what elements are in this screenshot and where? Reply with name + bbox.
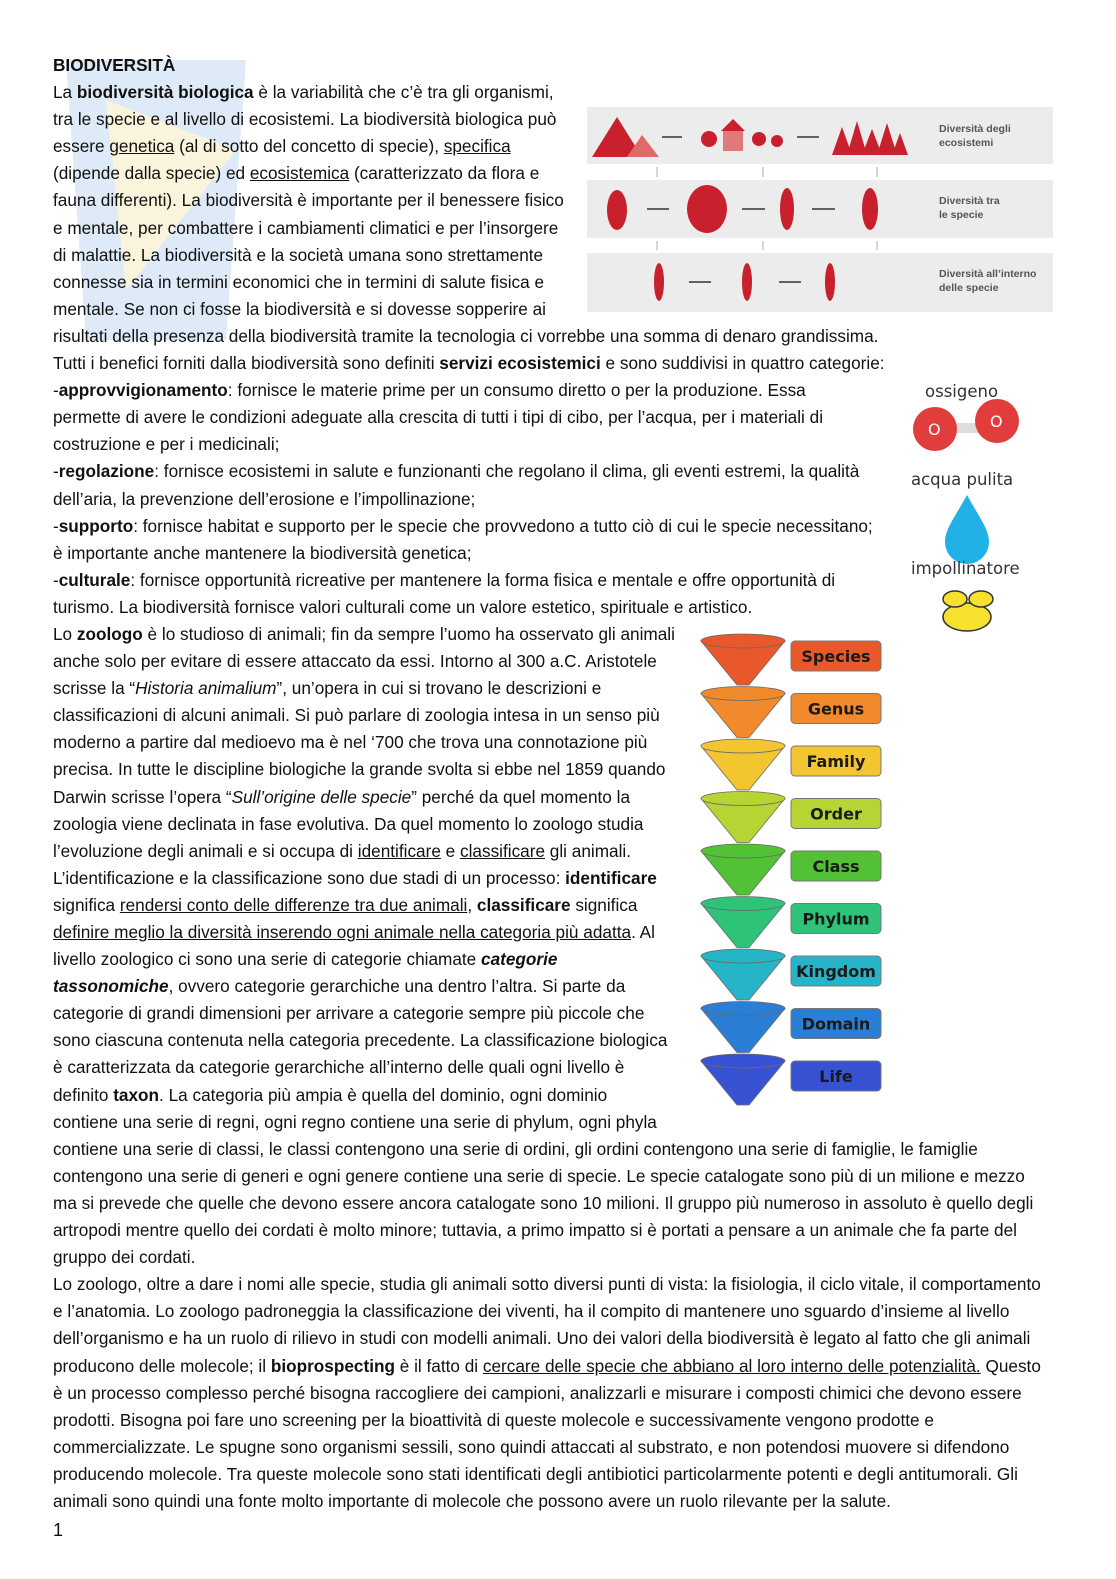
ecosystem-diversity-figure [587,107,1053,312]
taxon-level-species [701,634,881,685]
paragraph-services: Tutti i benefici forniti dalla biodiversità sono definiti servizi ecosistemici e sono suddivisi in quattro categorie: [53,353,885,374]
service-regolazione: -regolazione: fornisce ecosistemi in salute e funzionanti che regolano il clima, gli eventi estremi, la qualità dell’aria, la prevenzione dell’erosione e l’impollinazione; [53,461,860,509]
eco-label-row3b: delle specie [939,282,999,295]
taxon-level-class [701,844,881,895]
paragraph-zoologo: Lo zoologo è lo studioso di animali; fin da sempre l’uomo ha osservato gli animali anche solo per evitare di essere attaccato da essi. Intorno al 300 a.C. Aristotele scrisse la “Historia animalium”, un’opera in cui si trovano le descrizioni e classificazioni di alcuni animali. Si può parlare di zoologia intesa in un senso più moderno a partire dal medioevo ma è nel ‘700 che trova una connotazione più precisa. In tutte le discipline biologiche la grande svolta si ebbe nel 1859 quando Darwin scrisse l’opera “Sull’origine delle specie” perché da quel momento la zoologia viene declinata in fase evolutiva. Da quel momento lo zoologo studia l’evoluzione degli animali e si occupa di identificare e classificare gli animali. L’identificazione e la classificazione sono due stadi di un processo: identificare significa rendersi conto delle differenze tra due animali, classificare significa definire meglio la diversità inserendo ogni animale nella categoria più adatta. Al livello zoologico ci sono una serie di categorie chiamate categorie tassonomiche, ovvero categorie gerarchiche una dentro l’altra. Si parte da categorie di grandi dimensioni per arrivare a categorie sempre più piccole che sono ciascuna contenuta nella categoria precedente. La classificazione biologica è caratterizzata da categorie gerarchiche all’interno delle quali ogni livello è definito taxon. La categoria più ampia è quella del dominio, ogni dominio contiene una serie di regni, ogni regno contiene una serie di phylum, ogni phyla contiene una serie di classi, le classi contengono una serie di ordini, gli ordini contengono una serie di famiglie, le famiglie contengono una serie di generi e ogni genere contiene una serie di specie. Le specie catalogate sono più di un milione e mezzo ma si prevede che quelle che devono essere ancora catalogate sono 10 milioni. Il gruppo più numeroso in assoluto è quello degli artropodi mentre quello dei cordati è molto minore; tuttavia, a primo impatto si è portati a pensare a un animale che fa parte del gruppo dei cordati. [53,623,1034,1268]
document-body [53,52,1053,1515]
taxon-level-genus [701,686,881,737]
taxon-label: Family [806,751,866,771]
bee-icon [943,591,993,631]
eco-label-row1: Diversità degli [939,123,1011,136]
taxonomy-hierarchy-figure [695,629,885,1112]
taxon-level-kingdom [701,949,881,1000]
eco-label-row2b: le specie [939,209,984,222]
oxygen-label: ossigeno [925,382,999,402]
paragraph-intro: La biodiversità biologica è la variabilità che c’è tra gli organismi, tra le specie e al livello di ecosistemi. La biodiversità biologica può essere genetica (al di sotto del concetto di specie), specifica (dipende dalla specie) ed ecosistemica (caratterizzato da flora e fauna differenti). La biodiversità è importante per il benessere fisico e mentale, per combattere i cambiamenti climatici e per l’insorgere di malattie. La biodiversità e la società umana sono strettamente connesse sia in termini economici che in termini di salute fisica e mentale. Se non ci fosse la biodiversità e si dovesse sopperire ai risultati della presenza della biodiversità tramite la tecnologia ci vorrebbe una somma di denaro grandissima. [53,82,879,346]
taxon-label: Domain [801,1014,871,1034]
eco-label-row3: Diversità all’interno [939,268,1037,281]
taxon-label: Order [810,804,862,824]
service-approvvigionamento: -approvvigionamento: fornisce le materie prime per un consumo diretto o per la produzione. Essa permette di avere le condizioni adeguate alla crescita di tutti i tipi di cibo, per l’acqua, per i materiali di costruzione e per i medicinali; [53,380,824,455]
eco-label-row2: Diversità tra [939,195,1000,208]
clean-water-label: acqua pulita [911,470,1014,490]
page-number: 1 [53,1520,64,1540]
oxygen-molecule-icon [913,399,1019,451]
taxon-level-family [701,739,881,790]
taxon-label: Species [801,646,871,666]
taxon-level-phylum [701,896,881,947]
service-supporto: -supporto: fornisce habitat e supporto per le specie che provvedono a tutto ciò di cui le specie necessitano; è importante anche mantenere la biodiversità genetica; [53,515,873,563]
svg-text:O: O [990,412,1003,432]
taxon-label: Life [819,1066,853,1086]
ecosystem-services-figure [897,377,1059,645]
eco-label-row1b: ecosistemi [939,137,994,150]
pollinator-label: impollinatore [911,559,1020,579]
taxon-label: Class [812,856,860,876]
taxon-label: Phylum [802,909,870,929]
paragraph-bioprospecting: Lo zoologo, oltre a dare i nomi alle specie, studia gli animali sotto diversi punti di vista: la fisiologia, il ciclo vitale, il comportamento e l’anatomia. Lo zoologo padroneggia la classificazione dei viventi, ha il compito di mantenere uno sguardo d’insieme al livello dell’organismo e ha un ruolo di rilievo in studi con modelli animali. Uno dei valori della biodiversità è legato al fatto che gli animali producono delle molecole; il bioprospecting è il fatto di cercare delle specie che abbiano al loro interno delle potenzialità. Questo è un processo complesso perché bisogna raccogliere dei campioni, analizzarli e misurare i composti chimici che devono essere prodotti. Bisogna poi fare uno screening per la bioattività di queste molecole e successivamente vengono prodotte e commercializzate. Le spugne sono organismi sessili, sono quindi attaccati al substrato, e non potendosi muovere si difendono producendo molecole. Tra queste molecole sono stati identificati degli antibiotici particolarmente potenti e degli antitumorali. Gli animali sono quindi una fonte molto importante di molecole che possono avere un ruolo rilevante per la salute. [53,1274,1041,1511]
taxon-label: Kingdom [796,961,876,981]
taxon-level-life [701,1054,881,1105]
svg-text:O: O [928,420,941,440]
taxon-level-domain [701,1001,881,1052]
taxon-label: Genus [807,699,865,719]
document-title: BIODIVERSITÀ [53,55,176,75]
service-culturale: -culturale: fornisce opportunità ricreative per mantenere la forma fisica e mentale e offre opportunità di turismo. La biodiversità fornisce valori culturali come un valore estetico, spirituale e artistico. [53,569,836,617]
water-drop-icon [945,495,989,564]
taxon-level-order [701,791,881,842]
